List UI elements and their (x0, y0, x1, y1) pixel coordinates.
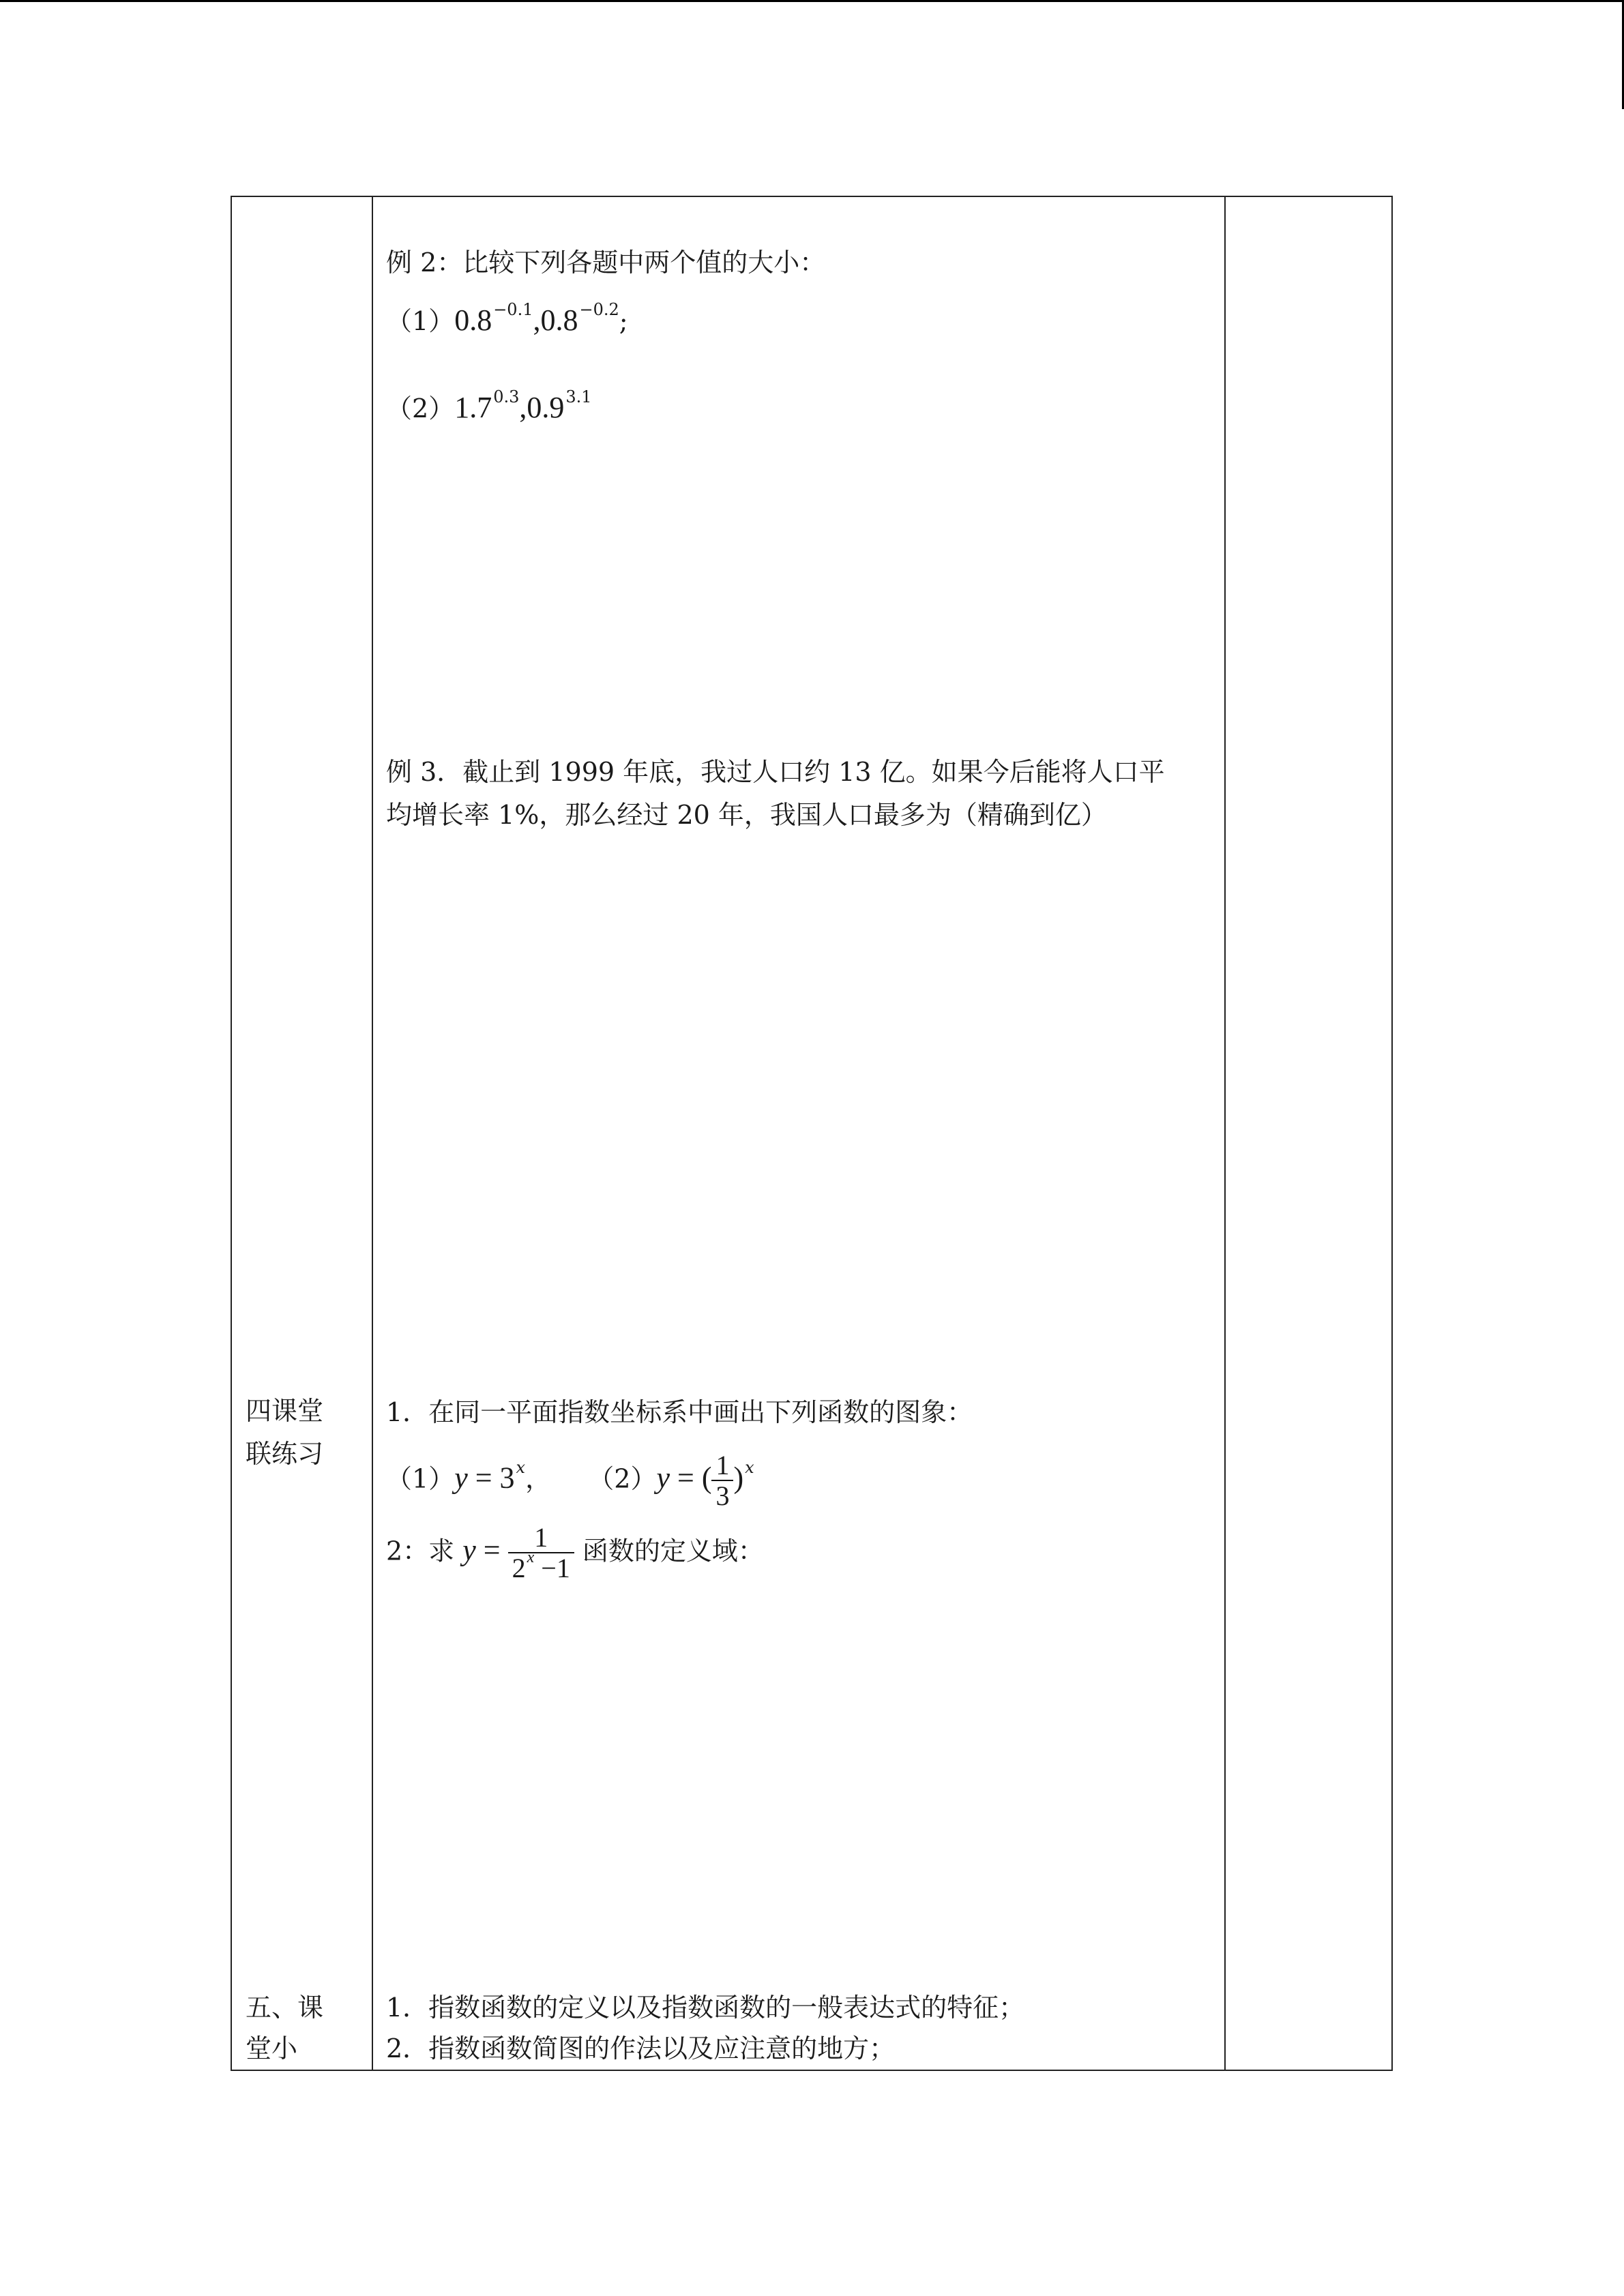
section4-label-line2: 联练习 (246, 1439, 324, 1469)
example2-item2 (386, 387, 592, 424)
section4-eq2-prefix: （2） (588, 1463, 657, 1494)
section4-q2-den-exp: x (527, 1549, 535, 1566)
section4-eq1-rhs: = 3 (467, 1461, 515, 1495)
section4-eq1-lhs: y (454, 1461, 468, 1495)
example2-item1 (386, 300, 628, 337)
example2-item2-comma: , (519, 391, 527, 424)
section5-item2: 2．指数函数简图的作法以及应注意的地方； (386, 2033, 896, 2063)
section5-item1: 1．指数函数的定义以及指数函数的一般表达式的特征； (386, 1993, 1025, 2023)
example2-item2-prefix: （2） (386, 393, 455, 423)
section4-eq1-prefix: （1） (386, 1463, 455, 1494)
lesson-table (231, 196, 1393, 2071)
column-divider-left (372, 197, 373, 2070)
section4-q2-eq: = (475, 1533, 508, 1567)
section4-eq2-numerator: 1 (711, 1451, 733, 1481)
section4-eq1-exp: x (516, 1457, 526, 1477)
section4-q2-suffix: 函数的定义域： (574, 1536, 764, 1566)
example2-title: 例 2：比较下列各题中两个值的大小： (386, 248, 826, 278)
section4-eq2-fraction (711, 1451, 733, 1511)
example2-item2-b-base: 0.9 (527, 391, 565, 424)
column-divider-right (1224, 197, 1226, 2070)
example3-line1: 例 3．截止到 1999 年底，我过人口约 13 亿。如果今后能将人口平 (386, 757, 1165, 787)
section4-q2-numerator: 1 (508, 1523, 574, 1553)
example2-item1-comma: , (533, 303, 541, 337)
section4-eq2-lhs: y (656, 1461, 670, 1495)
example2-item2-a-base: 1.7 (454, 391, 492, 424)
example3-line2: 均增长率 1%，那么经过 20 年，我国人口最多为（精确到亿） (386, 800, 1107, 830)
example2-item1-prefix: （1） (386, 306, 455, 336)
section4-eq2-open: = ( (670, 1461, 712, 1495)
example2-item2-b-exp: 3.1 (565, 387, 592, 406)
section4-eq2-denominator: 3 (715, 1480, 730, 1511)
section4-q2-prefix: 2：求 (386, 1536, 463, 1566)
section4-eq2-close: ) (733, 1461, 744, 1495)
example2-item1-a-base: 0.8 (454, 303, 492, 337)
section4-q2-den-base: 2 (512, 1553, 526, 1583)
section5-label-line1: 五、课 (246, 1993, 324, 2023)
section4-question1-equations (386, 1451, 754, 1511)
section4-q2-lhs: y (462, 1533, 476, 1567)
section4-q2-denominator (508, 1549, 574, 1583)
section4-question2 (386, 1523, 764, 1583)
example2-item1-end: ; (619, 306, 628, 336)
section4-question1: 1．在同一平面指数坐标系中画出下列函数的图象： (386, 1397, 973, 1427)
section4-q2-fraction (508, 1523, 574, 1583)
section4-eq2-exp: x (745, 1457, 754, 1477)
section5-label-line2: 堂小 (246, 2033, 298, 2063)
section4-q2-den-rest: −1 (534, 1553, 570, 1583)
example2-item2-a-exp: 0.3 (493, 387, 520, 406)
example2-item1-b-base: 0.8 (540, 303, 578, 337)
section4-label-line1: 四课堂 (246, 1396, 324, 1426)
section4-eq-separator: ， (525, 1463, 552, 1494)
page-top-border (0, 0, 1624, 2)
example2-item1-b-exp: −0.2 (579, 300, 619, 319)
example2-item1-a-exp: −0.1 (493, 300, 533, 319)
